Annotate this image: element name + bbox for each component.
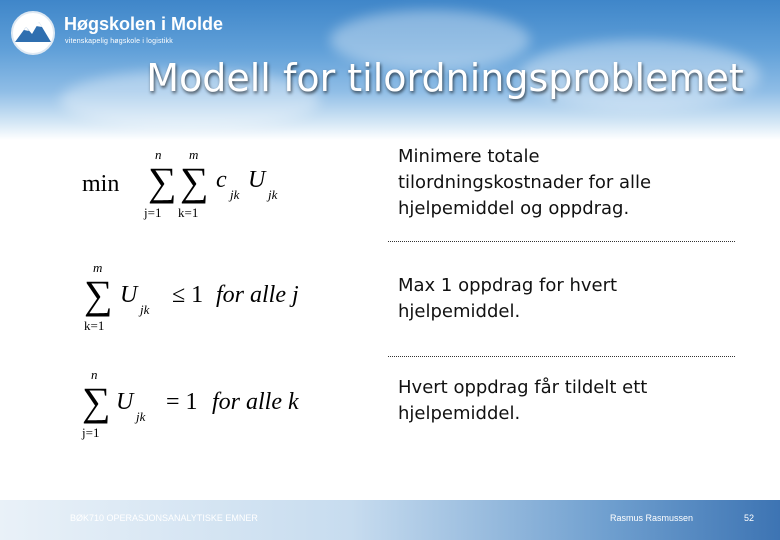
svg-text:∑: ∑ xyxy=(180,159,209,204)
description-constraint-each-j xyxy=(398,273,617,325)
svg-text:∑: ∑ xyxy=(82,379,111,424)
svg-text:for alle k: for alle k xyxy=(212,389,299,415)
description-line: Max 1 oppdrag for hvert xyxy=(398,275,618,296)
description-line: Minimere totale xyxy=(398,146,540,167)
svg-text:m: m xyxy=(189,147,199,162)
description-constraint-each-k xyxy=(398,375,647,427)
formula-constraint-each-k xyxy=(70,365,370,445)
svg-text:= 1: = 1 xyxy=(166,389,198,415)
svg-text:jk: jk xyxy=(140,302,150,317)
svg-text:U: U xyxy=(116,389,134,415)
divider xyxy=(388,356,735,357)
svg-text:U: U xyxy=(120,282,138,308)
slide-title: Modell for tilordningsproblemet xyxy=(146,56,744,100)
svg-text:for alle j: for alle j xyxy=(216,282,299,308)
formula-objective xyxy=(70,145,370,230)
logo-name: Høgskolen i Molde xyxy=(64,14,224,34)
description-objective xyxy=(398,144,651,222)
svg-text:U: U xyxy=(248,167,266,193)
footer-page-number: 52 xyxy=(744,513,755,523)
divider xyxy=(388,241,735,242)
svg-text:n: n xyxy=(155,147,162,162)
svg-text:j=1: j=1 xyxy=(144,205,162,220)
logo-tagline: vitenskapelig høgskole i logistikk xyxy=(65,38,173,45)
svg-text:≤ 1: ≤ 1 xyxy=(172,282,204,308)
svg-text:n: n xyxy=(91,367,98,382)
svg-text:c: c xyxy=(216,167,227,193)
description-line: tilordningskostnader for alle xyxy=(398,172,652,193)
svg-text:j=1: j=1 xyxy=(82,425,100,440)
svg-text:∑: ∑ xyxy=(84,272,113,317)
footer-course: BØK710 OPERASJONSANALYTISKE EMNER xyxy=(70,513,258,523)
svg-text:m: m xyxy=(93,260,103,275)
description-line: hjelpemiddel. xyxy=(398,403,521,424)
svg-text:k=1: k=1 xyxy=(84,318,105,333)
description-line: hjelpemiddel. xyxy=(398,301,521,322)
svg-text:min: min xyxy=(82,171,120,197)
svg-text:jk: jk xyxy=(268,187,278,202)
svg-text:jk: jk xyxy=(136,409,146,424)
logo-mountain-icon xyxy=(8,10,58,56)
footer-author: Rasmus Rasmussen xyxy=(610,513,694,523)
footer xyxy=(0,500,780,540)
formula-constraint-each-j xyxy=(70,258,370,338)
description-line: Hvert oppdrag får tildelt ett xyxy=(398,377,648,398)
svg-text:k=1: k=1 xyxy=(178,205,199,220)
description-line: hjelpemiddel og oppdrag. xyxy=(398,198,630,219)
svg-text:∑: ∑ xyxy=(148,159,177,204)
svg-text:jk: jk xyxy=(230,187,240,202)
